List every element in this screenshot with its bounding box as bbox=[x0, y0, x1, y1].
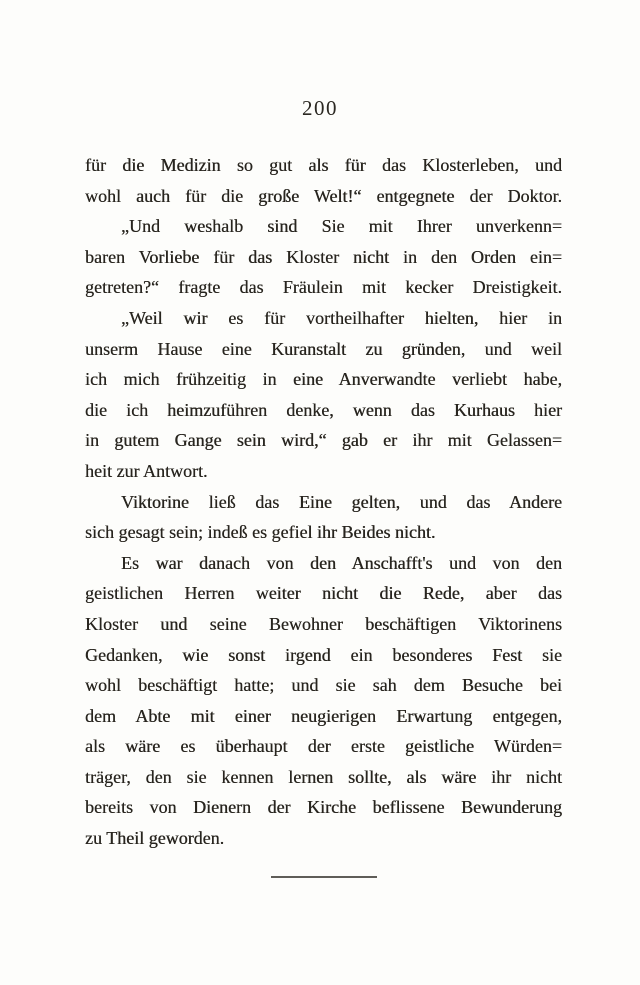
text-line: getreten?“ fragte das Fräulein mit kecker Dreistigkeit. bbox=[85, 277, 562, 298]
text-line: Gedanken, wie sonst irgend ein besonderes Fest sie bbox=[85, 644, 562, 665]
text-block bbox=[85, 150, 562, 854]
text-line: Es war danach von den Anschafft's und von den bbox=[121, 552, 562, 573]
text-line: heit zur Antwort. bbox=[85, 460, 208, 481]
text-line: dem Abte mit einer neugierigen Erwartung entgegen, bbox=[85, 705, 562, 726]
page-number: 200 bbox=[302, 96, 338, 120]
text-line: wohl beschäftigt hatte; und sie sah dem Besuche bei bbox=[85, 675, 562, 696]
text-line: in gutem Gange sein wird,“ gab er ihr mit Gelassen= bbox=[85, 430, 562, 451]
text-line: für die Medizin so gut als für das Klosterleben, und bbox=[85, 155, 562, 175]
text-line: ich mich frühzeitig in eine Anverwandte verliebt habe, bbox=[85, 369, 562, 390]
text-line: geistlichen Herren weiter nicht die Rede, aber das bbox=[85, 583, 562, 604]
text-line: zu Theil geworden. bbox=[85, 828, 225, 849]
text-line: träger, den sie kennen lernen sollte, als wäre ihr nicht bbox=[85, 766, 562, 787]
text-line: „Weil wir es für vortheilhafter hielten, hier in bbox=[121, 307, 562, 328]
section-divider bbox=[271, 876, 377, 878]
text-line: baren Vorliebe für das Kloster nicht in den Orden ein= bbox=[85, 246, 562, 267]
text-line: bereits von Dienern der Kirche beflissene Bewunderung bbox=[85, 797, 562, 818]
text-line: Viktorine ließ das Eine gelten, und das Andere bbox=[121, 491, 562, 512]
text-line: „Und weshalb sind Sie mit Ihrer unverkenn= bbox=[121, 216, 562, 237]
text-line: die ich heimzuführen denke, wenn das Kurhaus hier bbox=[85, 399, 562, 420]
text-line: Kloster und seine Bewohner beschäftigen Viktorinens bbox=[85, 613, 562, 634]
text-line: unserm Hause eine Kuranstalt zu gründen, und weil bbox=[85, 338, 562, 359]
text-line: sich gesagt sein; indeß es gefiel ihr Beides nicht. bbox=[85, 522, 436, 543]
text-line: als wäre es überhaupt der erste geistliche Würden= bbox=[85, 736, 562, 757]
text-line: wohl auch für die große Welt!“ entgegnete der Doktor. bbox=[85, 185, 562, 206]
